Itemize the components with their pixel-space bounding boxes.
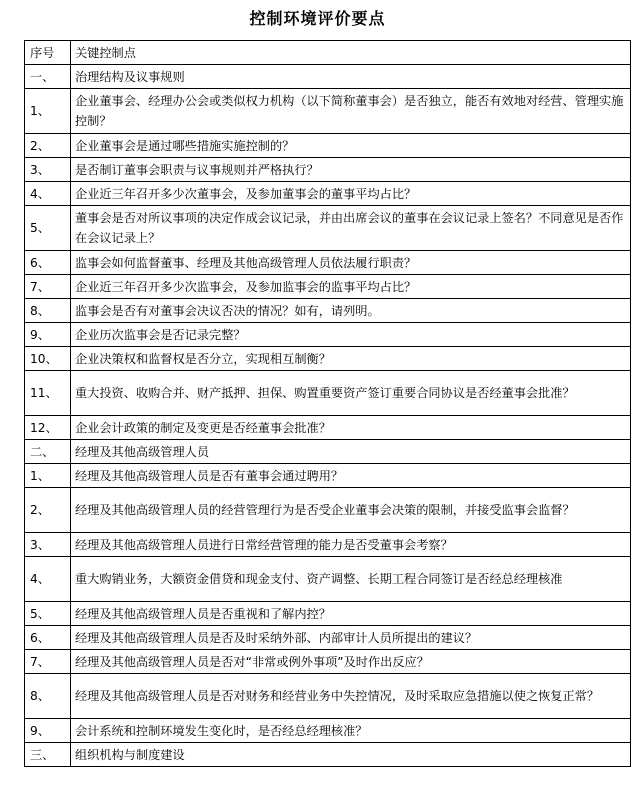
row-number: 7、	[25, 650, 71, 674]
row-control-point: 企业董事会、经理办公会或类似权力机构（以下简称董事会）是否独立，能否有效地对经营、管理实施控制？	[71, 89, 631, 134]
row-number: 3、	[25, 158, 71, 182]
row-control-point: 监事会如何监督董事、经理及其他高级管理人员依法履行职责？	[71, 251, 631, 275]
row-control-point: 重大购销业务，大额资金借贷和现金支付、资产调整、长期工程合同签订是否经总经理核准	[71, 557, 631, 602]
row-control-point: 企业近三年召开多少次监事会，及参加监事会的监事平均占比？	[71, 275, 631, 299]
row-number: 2、	[25, 134, 71, 158]
row-number: 6、	[25, 251, 71, 275]
row-number: 1、	[25, 464, 71, 488]
row-control-point: 会计系统和控制环境发生变化时，是否经总经理核准？	[71, 719, 631, 743]
row-number: 12、	[25, 416, 71, 440]
row-control-point: 企业历次监事会是否记录完整？	[71, 323, 631, 347]
evaluation-table	[24, 40, 631, 767]
table-row	[25, 464, 631, 488]
row-number: 7、	[25, 275, 71, 299]
table-row	[25, 347, 631, 371]
table-row	[25, 65, 631, 89]
table-row	[25, 674, 631, 719]
row-number: 4、	[25, 182, 71, 206]
table-row	[25, 602, 631, 626]
table-row	[25, 719, 631, 743]
row-control-point: 董事会是否对所议事项的决定作成会议记录，并由出席会议的董事在会议记录上签名？不同意见是否作在会议记录上？	[71, 206, 631, 251]
document-title: 控制环境评价要点	[249, 9, 386, 28]
table-row	[25, 488, 631, 533]
row-control-point: 经理及其他高级管理人员	[71, 440, 631, 464]
header-num: 序号	[25, 41, 71, 65]
table-row	[25, 626, 631, 650]
table-row	[25, 251, 631, 275]
row-number: 5、	[25, 602, 71, 626]
table-row	[25, 557, 631, 602]
row-control-point: 重大投资、收购合并、财产抵押、担保、购置重要资产签订重要合同协议是否经董事会批准？	[71, 371, 631, 416]
row-number: 5、	[25, 206, 71, 251]
row-number: 三、	[25, 743, 71, 767]
row-control-point: 经理及其他高级管理人员是否对“非常或例外事项”及时作出反应？	[71, 650, 631, 674]
row-control-point: 治理结构及议事规则	[71, 65, 631, 89]
row-control-point: 企业董事会是通过哪些措施实施控制的？	[71, 134, 631, 158]
row-control-point: 是否制订董事会职责与议事规则并严格执行？	[71, 158, 631, 182]
table-header-row	[25, 41, 631, 65]
row-control-point: 经理及其他高级管理人员的经营管理行为是否受企业董事会决策的限制，并接受监事会监督？	[71, 488, 631, 533]
table-row	[25, 89, 631, 134]
table-row	[25, 371, 631, 416]
row-number: 一、	[25, 65, 71, 89]
table-row	[25, 158, 631, 182]
header-point: 关键控制点	[71, 41, 631, 65]
row-control-point: 企业近三年召开多少次董事会，及参加董事会的董事平均占比？	[71, 182, 631, 206]
table-row	[25, 650, 631, 674]
row-number: 8、	[25, 299, 71, 323]
row-number: 3、	[25, 533, 71, 557]
table-row	[25, 440, 631, 464]
row-number: 11、	[25, 371, 71, 416]
row-control-point: 经理及其他高级管理人员是否及时采纳外部、内部审计人员所提出的建议？	[71, 626, 631, 650]
row-control-point: 经理及其他高级管理人员是否有董事会通过聘用？	[71, 464, 631, 488]
row-control-point: 企业决策权和监督权是否分立，实现相互制衡？	[71, 347, 631, 371]
row-number: 二、	[25, 440, 71, 464]
row-control-point: 组织机构与制度建设	[71, 743, 631, 767]
table-row	[25, 134, 631, 158]
row-number: 1、	[25, 89, 71, 134]
table-row	[25, 323, 631, 347]
row-control-point: 经理及其他高级管理人员是否对财务和经营业务中失控情况，及时采取应急措施以使之恢复正常？	[71, 674, 631, 719]
row-number: 6、	[25, 626, 71, 650]
table-row	[25, 182, 631, 206]
table-row	[25, 275, 631, 299]
table-row	[25, 533, 631, 557]
table-row	[25, 416, 631, 440]
row-control-point: 经理及其他高级管理人员是否重视和了解内控？	[71, 602, 631, 626]
row-number: 2、	[25, 488, 71, 533]
row-control-point: 监事会是否有对董事会决议否决的情况？如有，请列明。	[71, 299, 631, 323]
row-number: 9、	[25, 323, 71, 347]
table-row	[25, 743, 631, 767]
table-row	[25, 206, 631, 251]
row-number: 4、	[25, 557, 71, 602]
row-control-point: 企业会计政策的制定及变更是否经董事会批准？	[71, 416, 631, 440]
row-number: 10、	[25, 347, 71, 371]
row-control-point: 经理及其他高级管理人员进行日常经营管理的能力是否受董事会考察？	[71, 533, 631, 557]
row-number: 8、	[25, 674, 71, 719]
table-row	[25, 299, 631, 323]
row-number: 9、	[25, 719, 71, 743]
